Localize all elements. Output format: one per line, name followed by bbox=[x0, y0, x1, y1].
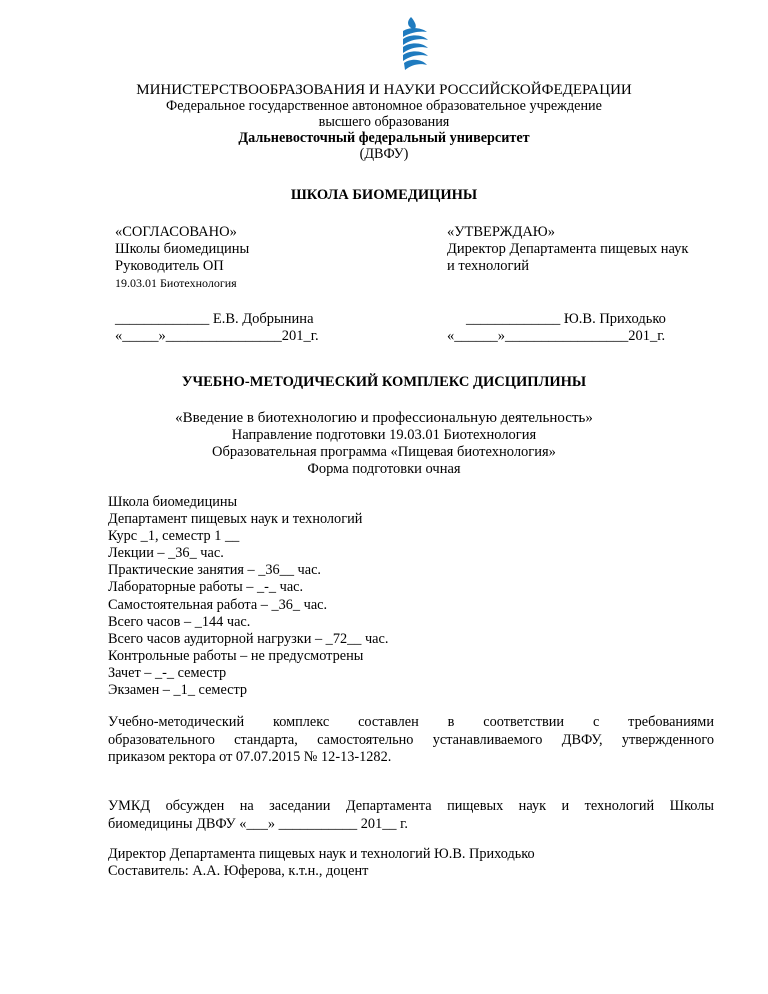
discipline-program: Образовательная программа «Пищевая биотехнология» bbox=[212, 444, 556, 460]
info-line: Контрольные работы – не предусмотрены bbox=[108, 647, 364, 664]
school-title: ШКОЛА БИОМЕДИЦИНЫ bbox=[290, 187, 478, 203]
discipline-name: «Введение в биотехнологию и профессиональную деятельность» bbox=[175, 410, 593, 426]
info-line: Лекции – _36_ час. bbox=[108, 545, 224, 562]
info-line: Практические занятия – _36__ час. bbox=[108, 562, 321, 579]
footer-director: Директор Департамента пищевых наук и технологий Ю.В. Приходько bbox=[108, 846, 535, 862]
institution-type-line-1: Федеральное государственное автономное образовательное учреждение bbox=[166, 98, 602, 114]
compliance-paragraph bbox=[108, 714, 714, 767]
course-info-list bbox=[108, 494, 388, 699]
document-title: УЧЕБНО-МЕТОДИЧЕСКИЙ КОМПЛЕКС ДИСЦИПЛИНЫ bbox=[181, 374, 587, 390]
university-name: Дальневосточный федеральный университет bbox=[238, 130, 530, 146]
info-line: Всего часов аудиторной нагрузки – _72__ час. bbox=[108, 630, 389, 647]
approval-left-line-1: Школы биомедицины bbox=[115, 241, 250, 257]
compliance-line-3: приказом ректора от 07.07.2015 № 12-13-1282. bbox=[108, 749, 392, 765]
discipline-form: Форма подготовки очная bbox=[307, 461, 461, 477]
approval-right-line-1: Директор Департамента пищевых наук bbox=[447, 241, 689, 257]
university-emblem-icon bbox=[395, 15, 435, 75]
approval-right-signature: _____________ Ю.В. Приходько bbox=[466, 311, 666, 327]
ministry-name: МИНИСТЕРСТВООБРАЗОВАНИЯ И НАУКИ РОССИЙСКОЙФЕДЕРАЦИИ bbox=[136, 82, 632, 98]
discussion-paragraph bbox=[108, 798, 714, 833]
approval-left-date: «_____»________________201_г. bbox=[115, 328, 319, 344]
discipline-block bbox=[0, 410, 768, 478]
approval-left-line-3: 19.03.01 Биотехнология bbox=[115, 276, 237, 290]
approval-left-block bbox=[115, 224, 249, 292]
approval-right-block bbox=[447, 224, 688, 275]
compliance-line-2: образовательного стандарта, самостоятельно устанавливаемого ДВФУ, утвержденного bbox=[108, 731, 714, 748]
footer-author: Составитель: А.А. Юферова, к.т.н., доцент bbox=[108, 862, 369, 879]
discussion-line-2: биомедицины ДВФУ «___» ___________ 201__ г. bbox=[108, 815, 408, 832]
approval-left-line-2: Руководитель ОП bbox=[115, 258, 224, 274]
info-line: Школа биомедицины bbox=[108, 494, 238, 510]
info-line: Самостоятельная работа – _36_ час. bbox=[108, 596, 328, 613]
info-line: Экзамен – _1_ семестр bbox=[108, 682, 248, 699]
approval-right-line-2: и технологий bbox=[447, 258, 529, 274]
discipline-direction: Направление подготовки 19.03.01 Биотехнология bbox=[231, 427, 537, 443]
header-block bbox=[0, 82, 768, 162]
institution-type-line-2: высшего образования bbox=[318, 114, 450, 130]
info-line: Всего часов – _144 час. bbox=[108, 613, 251, 630]
info-line: Департамент пищевых наук и технологий bbox=[108, 511, 363, 528]
discussion-line-1: УМКД обсужден на заседании Департамента пищевых наук и технологий Школы bbox=[108, 798, 714, 814]
compliance-line-1: Учебно-методический комплекс составлен в соответствии с требованиями bbox=[108, 714, 714, 730]
university-abbr: (ДВФУ) bbox=[359, 146, 409, 162]
approval-right-date: «______»_________________201_г. bbox=[447, 328, 666, 344]
info-line: Курс _1, семестр 1 __ bbox=[108, 528, 240, 545]
approval-right-heading: «УТВЕРЖДАЮ» bbox=[447, 224, 555, 240]
info-line: Лабораторные работы – _-_ час. bbox=[108, 579, 304, 596]
info-line: Зачет – _-_ семестр bbox=[108, 664, 227, 681]
approval-left-heading: «СОГЛАСОВАНО» bbox=[115, 224, 237, 240]
footer-block bbox=[108, 846, 535, 879]
approval-left-signature: _____________ Е.В. Добрынина bbox=[115, 311, 314, 327]
